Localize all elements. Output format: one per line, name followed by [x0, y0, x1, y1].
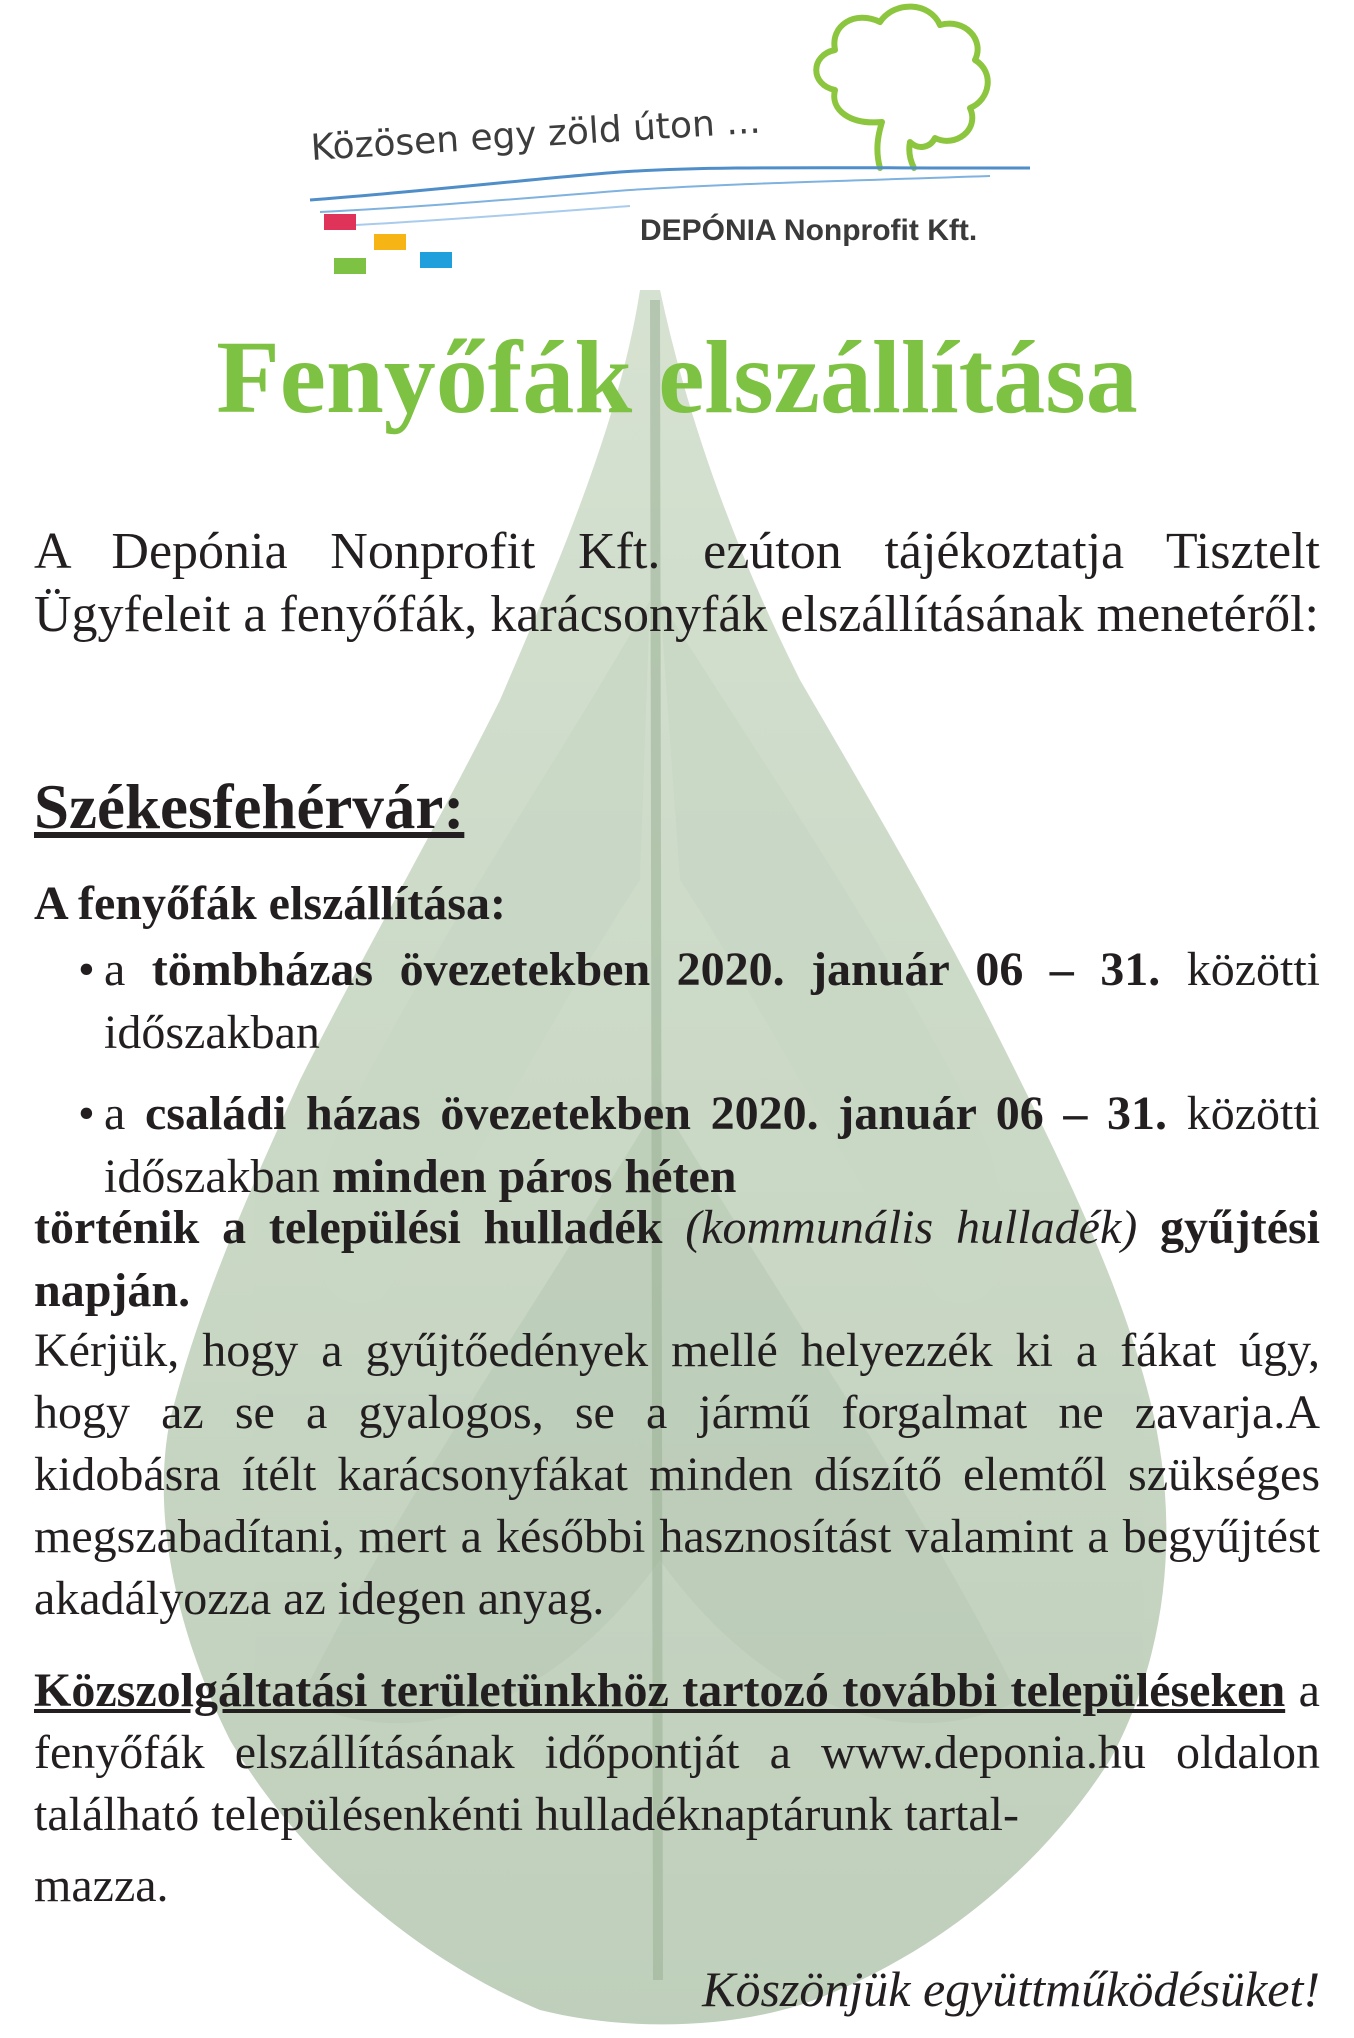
- bullet-icon: •: [78, 1087, 95, 1140]
- company-logo: [290, 0, 1050, 290]
- page-title: Fenyőfák elszállítása: [216, 320, 1138, 435]
- list-item: • a családi házas övezetekben 2020. január 06 – 31. közötti időszakban minden páros héten: [34, 1082, 1320, 1208]
- intro-paragraph: A Depónia Nonprofit Kft. ezúton tájékoztatja Tisztelt Ügyfeleit a fenyőfák, karácsonyfák elszállításának menetéről:: [34, 523, 1320, 643]
- logo-slogan: Közösen egy zöld úton ...: [309, 100, 762, 169]
- bullet-icon: •: [78, 943, 95, 996]
- logo-company-name: DEPÓNIA Nonprofit Kft.: [640, 214, 978, 247]
- schedule-paragraph: történik a települési hulladék (kommunális hulladék) gyűjtési napján.: [34, 1201, 1321, 1317]
- request-paragraph: Kérjük, hogy a gyűjtőedények mellé helyezzék ki a fákat úgy, hogy az se a gyalogos, se a jármű forgalmat ne zavarja.A kidobásra ítélt karácsonyfákat minden díszítő elemtől szükséges megszabadítani, mert a későbbi hasznosítást valamint a begyűjtést akadályozza az idegen anyag.: [34, 1324, 1320, 1625]
- schedule-list: [34, 938, 1320, 1208]
- city-heading: Székesfehérvár:: [34, 772, 465, 842]
- list-item: • a tömbházas övezetekben 2020. január 06 – 31. közötti időszakban: [34, 938, 1320, 1064]
- other-settlements-heading: Közszolgáltatási területünkhöz tartozó további településeken: [34, 1664, 1286, 1717]
- thanks-text: Köszönjük együttműködésüket!: [702, 1961, 1320, 2017]
- collection-subheading: A fenyőfák elszállítása:: [34, 877, 506, 930]
- other-settlements-paragraph: Közszolgáltatási területünkhöz tartozó további településeken a fenyőfák elszállításának időpontját a www.deponia.hu oldalon található településenkénti hulladéknaptárunk tartal- mazza.: [34, 1664, 1320, 1912]
